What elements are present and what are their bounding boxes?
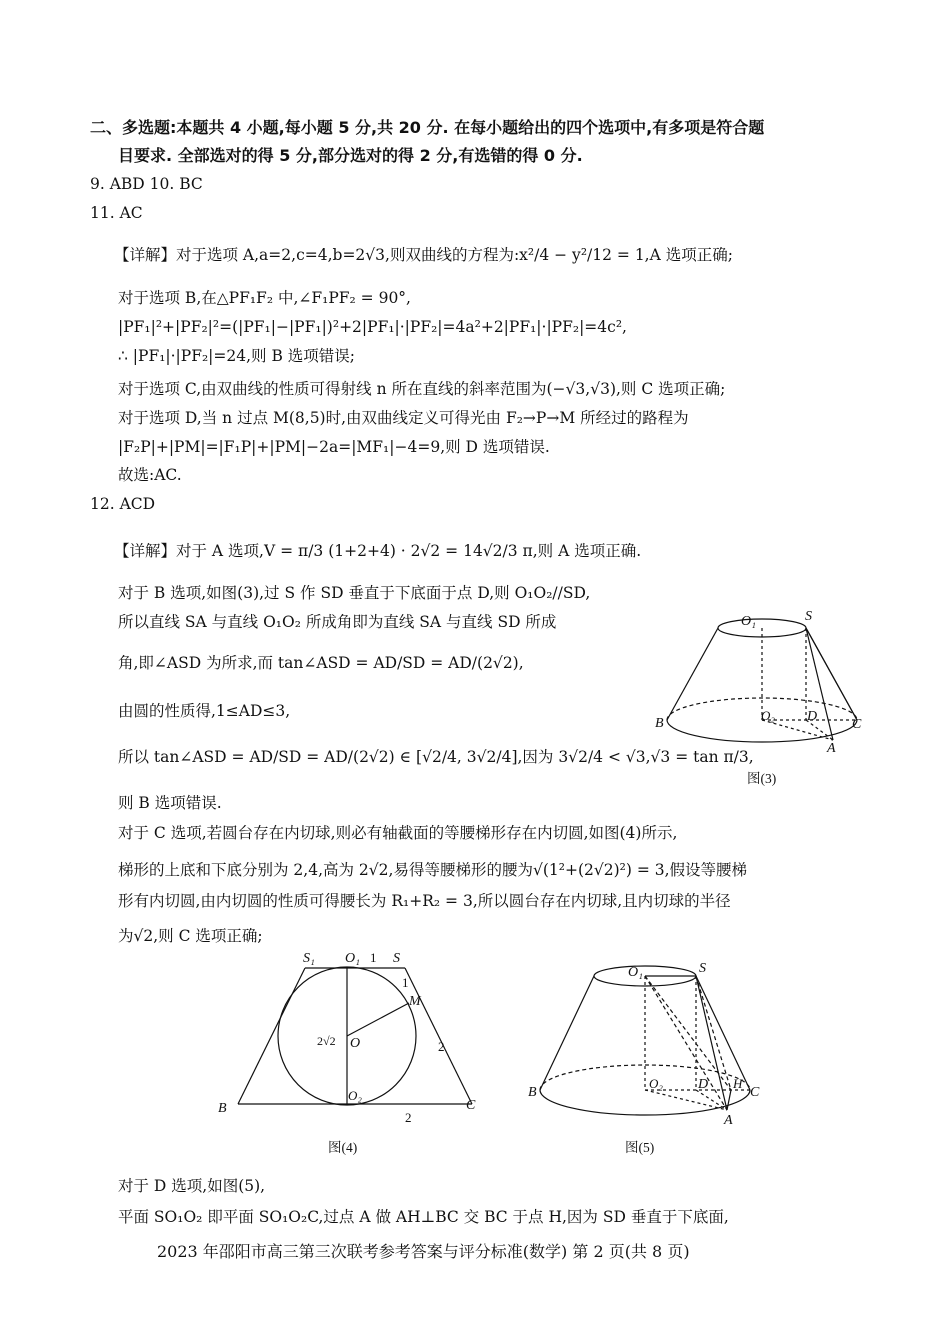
fig4-label: O₂ <box>348 1088 362 1103</box>
fig3-label: A <box>827 741 836 756</box>
q12-line: 对于 B 选项,如图(3),过 S 作 SD 垂直于下底面于点 D,则 O₁O₂//SD, <box>118 584 591 602</box>
q11-line: 故选:AC. <box>118 466 182 484</box>
q12-line: 【详解】对于 A 选项,V = π/3 (1+2+4) · 2√2 = 14√2/3 π,则 A 选项正确. <box>114 542 642 560</box>
fig4-label: C <box>466 1098 476 1113</box>
page-footer: 2023 年邵阳市高三第三次联考参考答案与评分标准(数学) 第 2 页(共 8 页) <box>157 1242 690 1261</box>
q12-line: 所以 tan∠ASD = AD/SD = AD/(2√2) ∈ [√2/4, 3√2/4],因为 3√2/4 < √3,√3 = tan π/3, <box>118 748 754 766</box>
fig5-label: H <box>733 1076 743 1091</box>
q12-line: 梯形的上底和下底分别为 2,4,高为 2√2,易得等腰梯形的腰为√(1²+(2√2)²) = 3,假设等腰梯 <box>118 861 748 879</box>
fig4-label: 1 <box>370 950 377 965</box>
fig5-label: S <box>699 961 706 976</box>
q11-line: 对于选项 D,当 n 过点 M(8,5)时,由双曲线定义可得光由 F₂→P→M 所经过的路程为 <box>118 409 689 427</box>
q12-line: 对于 D 选项,如图(5), <box>118 1177 266 1195</box>
fig3-label: S <box>805 609 812 624</box>
q11-line: 对于选项 C,由双曲线的性质可得射线 n 所在直线的斜率范围为(−√3,√3),则 C 选项正确; <box>118 380 726 398</box>
fig4-label: 2 <box>438 1039 445 1054</box>
answers-9-10: 9. ABD 10. BC <box>90 175 203 193</box>
q12-line: 为√2,则 C 选项正确; <box>118 927 263 945</box>
fig4-caption: 图(4) <box>328 1140 358 1155</box>
fig4-label: M <box>409 994 421 1009</box>
q12-line: 所以直线 SA 与直线 O₁O₂ 所成角即为直线 SA 与直线 SD 所成 <box>118 613 557 631</box>
fig3-label: C <box>852 717 862 732</box>
q12-line: 则 B 选项错误. <box>118 794 222 812</box>
fig4-label: O <box>350 1036 361 1051</box>
figure-5-frustum <box>528 952 768 1158</box>
fig3-label: B <box>655 716 664 731</box>
q11-line: ∴ |PF₁|·|PF₂|=24,则 B 选项错误; <box>118 347 356 365</box>
fig3-label: O₂ <box>761 708 775 723</box>
q11-line: |PF₁|²+|PF₂|²=(|PF₁|−|PF₁|)²+2|PF₁|·|PF₂|=4a²+2|PF₁|·|PF₂|=4c², <box>118 318 627 336</box>
fig4-label: 2 <box>405 1110 412 1125</box>
fig5-label: C <box>750 1085 760 1100</box>
q12-line: 对于 C 选项,若圆台存在内切球,则必有轴截面的等腰梯形存在内切圆,如图(4)所示, <box>118 824 678 842</box>
fig5-label: O₁ <box>628 965 643 980</box>
q11-answer: 11. AC <box>90 204 143 222</box>
fig4-label: 2√2 <box>317 1034 336 1048</box>
fig4-label: O₁ <box>345 951 360 966</box>
fig5-caption: 图(5) <box>625 1140 655 1155</box>
fig4-label: B <box>218 1101 227 1116</box>
fig3-label: O₁ <box>741 614 756 629</box>
q12-line: 平面 SO₁O₂ 即平面 SO₁O₂C,过点 A 做 AH⊥BC 交 BC 于点 H,因为 SD 垂直于下底面, <box>118 1208 729 1226</box>
fig4-label: 1 <box>402 975 409 990</box>
fig4-label: S <box>393 951 400 966</box>
fig4-label: S₁ <box>303 951 315 966</box>
q12-line: 形有内切圆,由内切圆的性质可得腰长为 R₁+R₂ = 3,所以圆台存在内切球,且内切球的半径 <box>118 892 731 910</box>
section-heading-line2: 目要求. 全部选对的得 5 分,部分选对的得 2 分,有选错的得 0 分. <box>118 146 583 165</box>
q12-answer: 12. ACD <box>90 495 156 513</box>
fig5-label: A <box>724 1113 733 1128</box>
fig5-label: O₂ <box>649 1076 663 1091</box>
fig5-label: B <box>528 1085 537 1100</box>
figure-3-frustum <box>655 600 870 795</box>
fig5-label: D <box>698 1077 709 1092</box>
figure-4-cross-section <box>210 948 500 1158</box>
q12-line: 角,即∠ASD 为所求,而 tan∠ASD = AD/SD = AD/(2√2), <box>118 654 524 672</box>
fig3-caption: 图(3) <box>747 771 777 786</box>
q11-line: 【详解】对于选项 A,a=2,c=4,b=2√3,则双曲线的方程为:x²/4 − y²/12 = 1,A 选项正确; <box>114 246 733 264</box>
fig3-label: D <box>807 709 818 724</box>
q11-line: |F₂P|+|PM|=|F₁P|+|PM|−2a=|MF₁|−4=9,则 D 选项错误. <box>118 438 550 456</box>
section-heading-line1: 二、多选题:本题共 4 小题,每小题 5 分,共 20 分. 在每小题给出的四个选项中,有多项是符合题 <box>90 118 765 137</box>
q11-line: 对于选项 B,在△PF₁F₂ 中,∠F₁PF₂ = 90°, <box>118 289 411 307</box>
q12-line: 由圆的性质得,1≤AD≤3, <box>118 702 291 720</box>
